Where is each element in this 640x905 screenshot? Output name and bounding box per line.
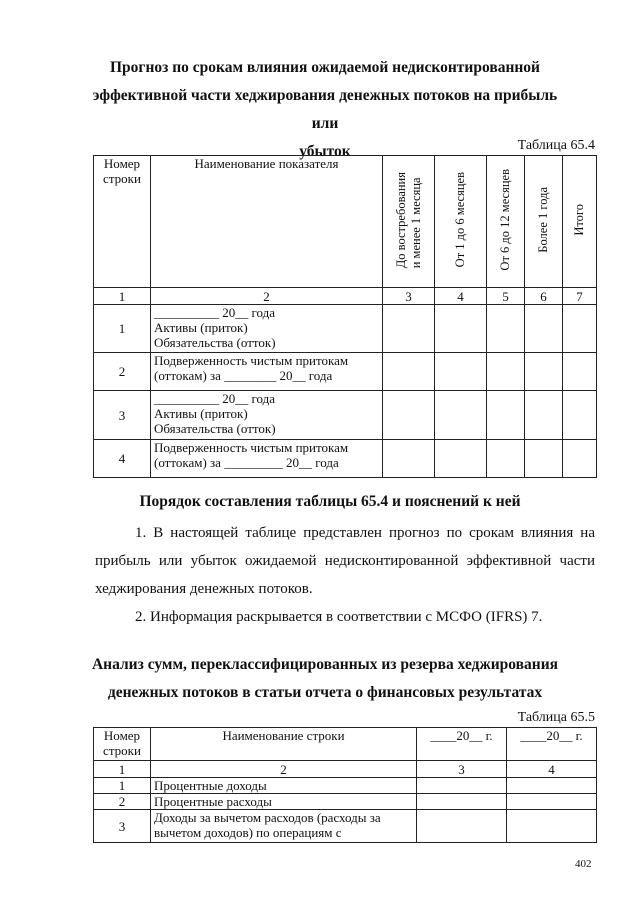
header-row-name: Наименование строки bbox=[151, 728, 417, 761]
header-period-over-1-year: Более 1 года bbox=[525, 156, 563, 288]
row-number: 1 bbox=[94, 778, 151, 794]
table-65-5 bbox=[93, 727, 597, 843]
header-period-on-demand: До востребования и менее 1 месяца bbox=[383, 156, 435, 288]
header-row-number: Номер строки bbox=[94, 156, 151, 288]
column-number: 4 bbox=[435, 288, 487, 305]
title-line: убыток bbox=[299, 143, 351, 160]
value-cell bbox=[563, 391, 597, 440]
header-indicator-name: Наименование показателя bbox=[151, 156, 383, 288]
value-cell bbox=[563, 353, 597, 391]
row-name: Процентные расходы bbox=[151, 794, 417, 810]
value-cell bbox=[383, 353, 435, 391]
row-number: 2 bbox=[94, 794, 151, 810]
table-row bbox=[94, 391, 597, 440]
header-year-1: ____20__ г. bbox=[417, 728, 507, 761]
header-year-2: ____20__ г. bbox=[507, 728, 597, 761]
value-cell bbox=[383, 305, 435, 353]
table-65-4 bbox=[93, 155, 597, 478]
table-65-5-label: Таблица 65.5 bbox=[517, 710, 595, 725]
value-cell bbox=[507, 778, 597, 794]
value-cell bbox=[417, 794, 507, 810]
table-65-5-title bbox=[90, 651, 560, 707]
header-period-6-12-months: От 6 до 12 месяцев bbox=[487, 156, 525, 288]
title-line: денежных потоков в статьи отчета о финансовых результатах bbox=[107, 684, 543, 701]
column-number: 1 bbox=[94, 761, 151, 778]
row-name: Подверженность чистым притокам (оттокам) за ________ 20__ года bbox=[151, 353, 383, 391]
row-number: 1 bbox=[94, 305, 151, 353]
table-row bbox=[94, 305, 597, 353]
value-cell bbox=[563, 440, 597, 478]
value-cell bbox=[487, 353, 525, 391]
value-cell bbox=[435, 440, 487, 478]
column-number: 2 bbox=[151, 761, 417, 778]
value-cell bbox=[487, 440, 525, 478]
value-cell bbox=[563, 305, 597, 353]
value-cell bbox=[383, 440, 435, 478]
row-name: Подверженность чистым притокам (оттокам) за _________ 20__ года bbox=[151, 440, 383, 478]
row-name: __________ 20__ года Активы (приток) Обязательства (отток) bbox=[151, 305, 383, 353]
value-cell bbox=[417, 810, 507, 843]
header-total: Итого bbox=[563, 156, 597, 288]
paragraph-2: 2. Информация раскрывается в соответствии с МСФО (IFRS) 7. bbox=[135, 609, 543, 625]
column-number-row bbox=[94, 761, 597, 778]
value-cell bbox=[417, 778, 507, 794]
value-cell bbox=[487, 305, 525, 353]
row-name: Доходы за вычетом расходов (расходы за вычетом доходов) по операциям с bbox=[151, 810, 417, 843]
table-row bbox=[94, 794, 597, 810]
value-cell bbox=[525, 305, 563, 353]
value-cell bbox=[487, 391, 525, 440]
row-name: Процентные доходы bbox=[151, 778, 417, 794]
table-65-4-label: Таблица 65.4 bbox=[517, 138, 595, 153]
title-line: Анализ сумм, переклассифицированных из резерва хеджирования bbox=[91, 656, 559, 673]
column-number: 1 bbox=[94, 288, 151, 305]
value-cell bbox=[525, 353, 563, 391]
row-number: 3 bbox=[94, 810, 151, 843]
title-line: Прогноз по срокам влияния ожидаемой недисконтированной bbox=[109, 59, 540, 76]
header-period-1-6-months: От 1 до 6 месяцев bbox=[435, 156, 487, 288]
column-number: 7 bbox=[563, 288, 597, 305]
row-number: 4 bbox=[94, 440, 151, 478]
title-line: эффективной части хеджирования денежных потоков на прибыль или bbox=[92, 87, 558, 132]
value-cell bbox=[507, 810, 597, 843]
row-number: 2 bbox=[94, 353, 151, 391]
value-cell bbox=[435, 391, 487, 440]
row-number: 3 bbox=[94, 391, 151, 440]
column-number: 2 bbox=[151, 288, 383, 305]
header-row bbox=[94, 156, 597, 288]
table-row bbox=[94, 810, 597, 843]
column-number: 5 bbox=[487, 288, 525, 305]
column-number: 3 bbox=[417, 761, 507, 778]
value-cell bbox=[383, 391, 435, 440]
table-row bbox=[94, 778, 597, 794]
value-cell bbox=[435, 353, 487, 391]
header-row-number: Номер строки bbox=[94, 728, 151, 761]
column-number-row bbox=[94, 288, 597, 305]
page-number: 402 bbox=[575, 858, 592, 870]
table-65-4-notes-title: Порядок составления таблицы 65.4 и пояснений к ней bbox=[139, 493, 521, 510]
value-cell bbox=[507, 794, 597, 810]
column-number: 4 bbox=[507, 761, 597, 778]
header-row bbox=[94, 728, 597, 761]
column-number: 3 bbox=[383, 288, 435, 305]
column-number: 6 bbox=[525, 288, 563, 305]
table-row bbox=[94, 353, 597, 391]
table-row bbox=[94, 440, 597, 478]
value-cell bbox=[525, 391, 563, 440]
value-cell bbox=[435, 305, 487, 353]
paragraph-1: 1. В настоящей таблице представлен прогноз по срокам влияния на прибыль или убыток ожидаемой недисконтированной эффективной части хеджирования денежных потоков. bbox=[95, 525, 595, 597]
value-cell bbox=[525, 440, 563, 478]
row-name: __________ 20__ года Активы (приток) Обязательства (отток) bbox=[151, 391, 383, 440]
